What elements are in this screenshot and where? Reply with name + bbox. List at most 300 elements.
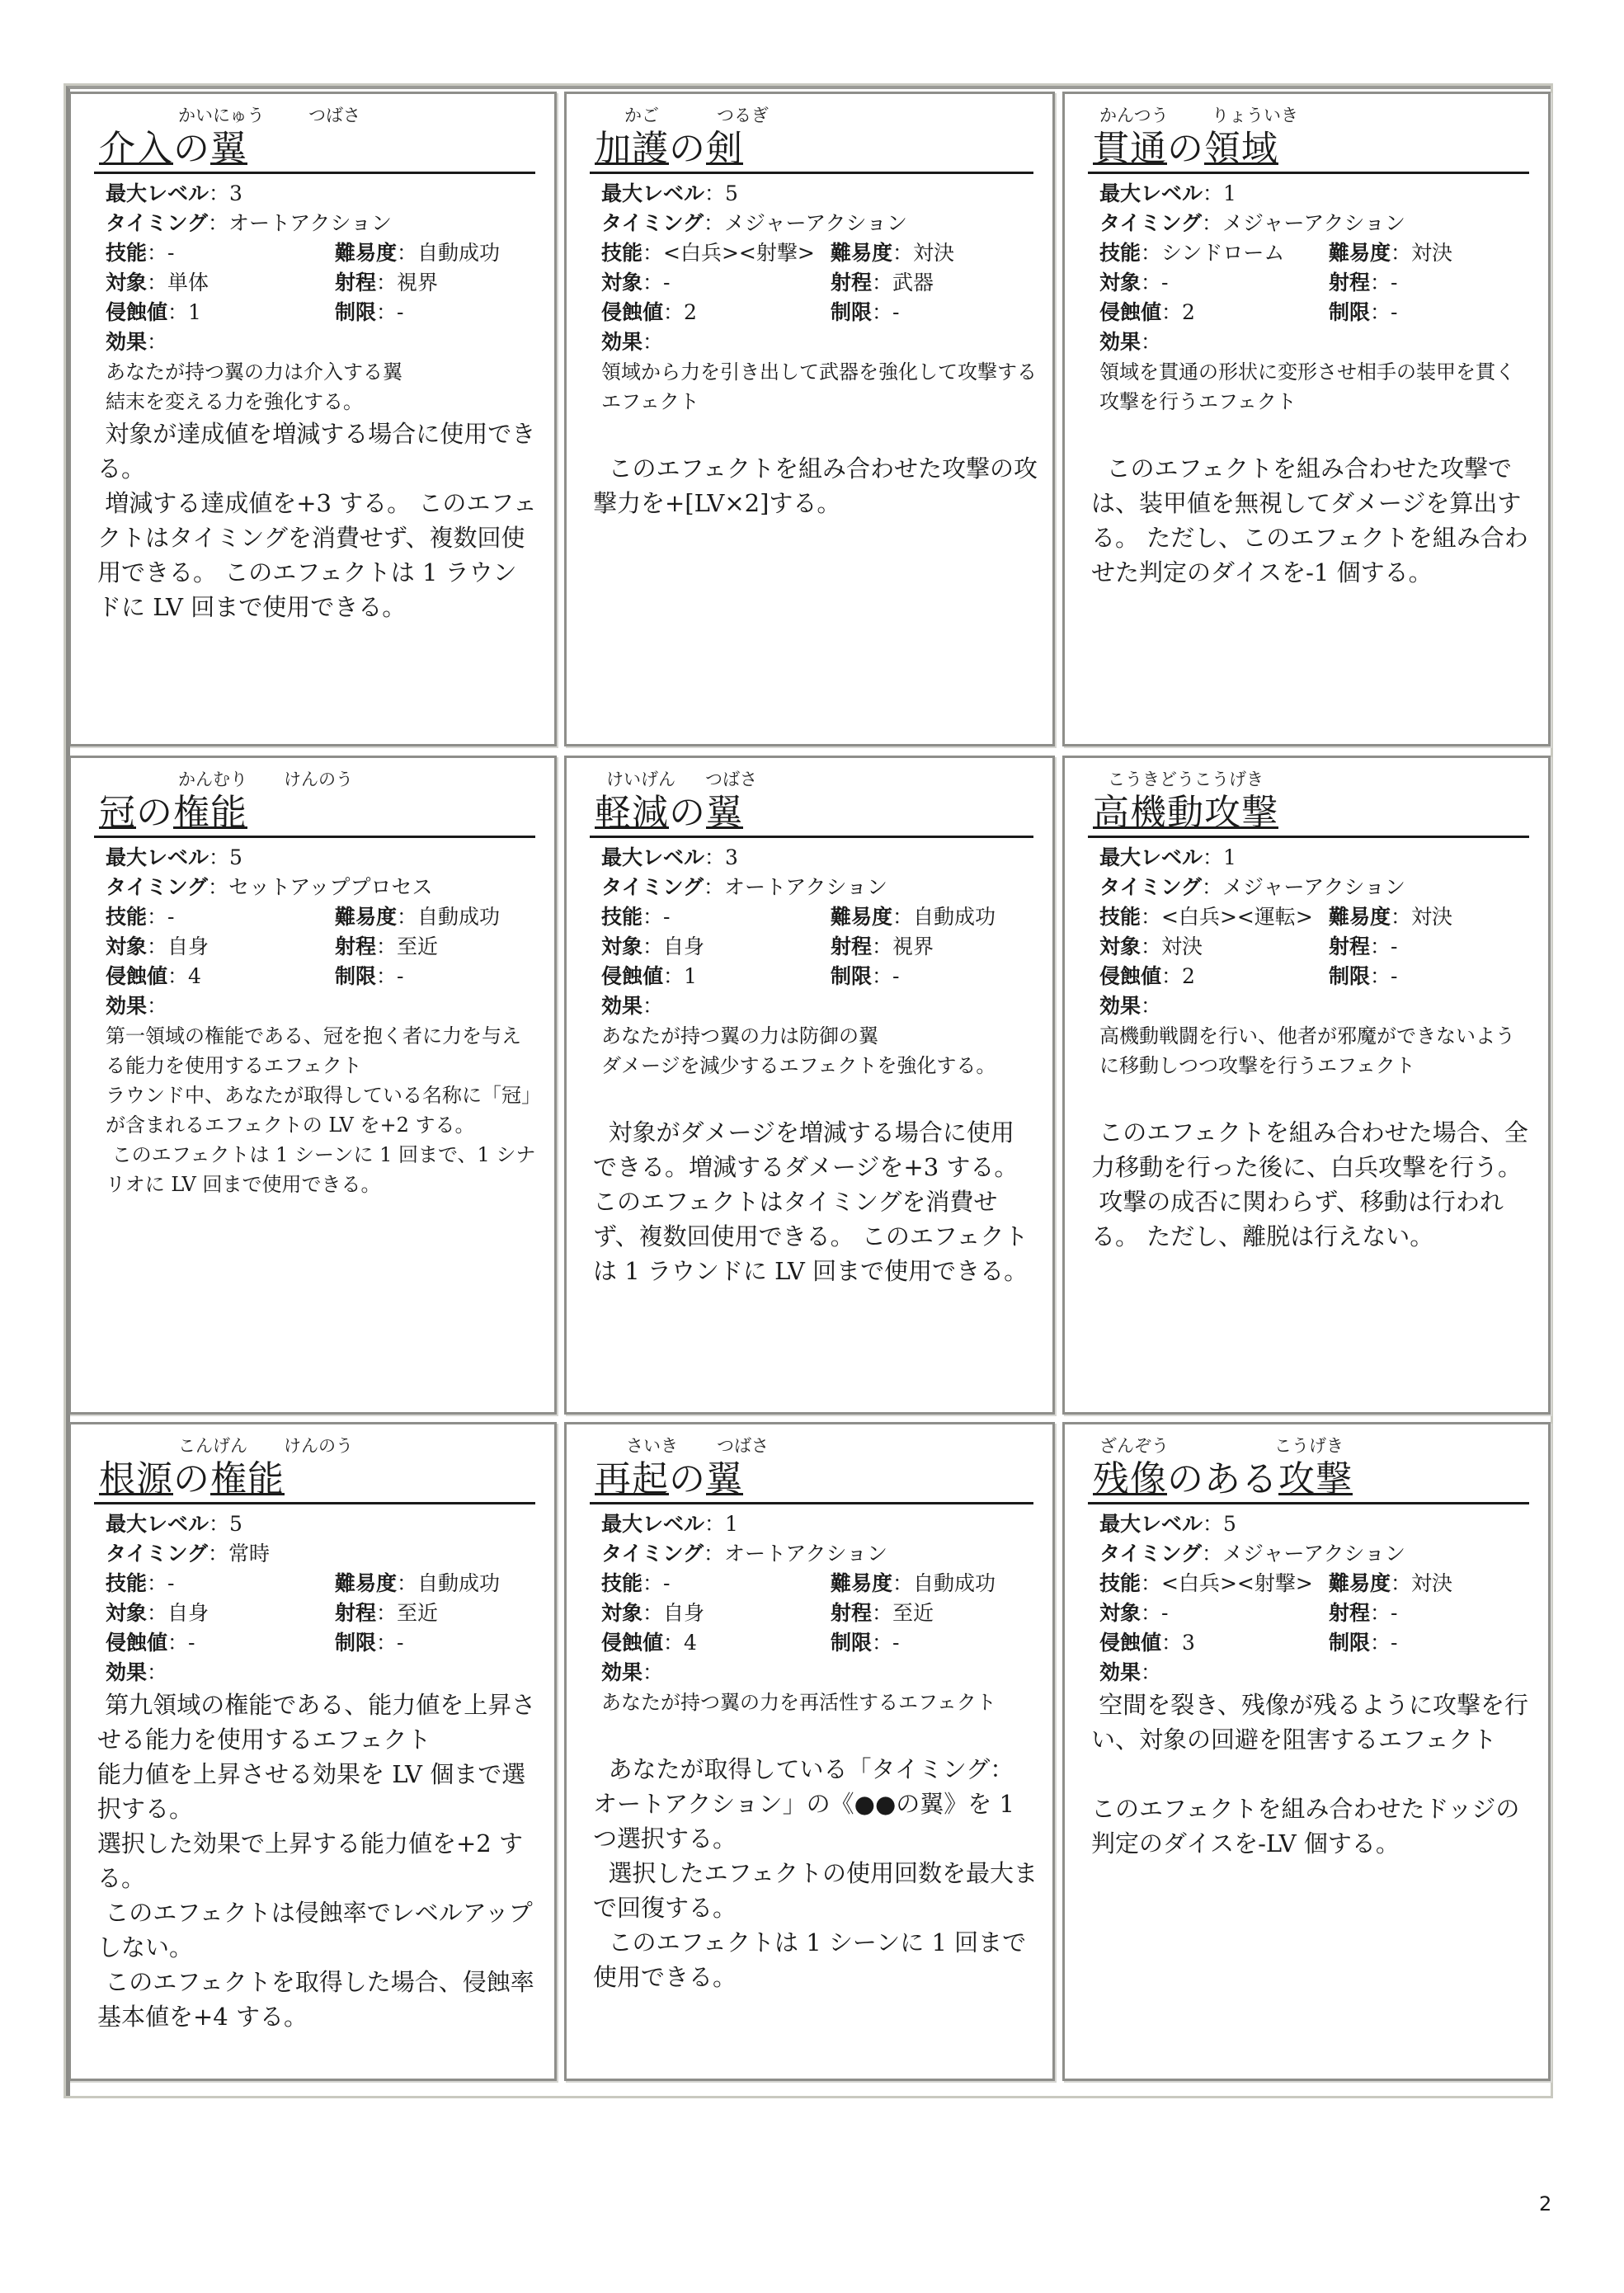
field-label: 技能 <box>1099 1571 1142 1595</box>
field-label: 対象 <box>601 935 643 958</box>
ruby-text: かご <box>624 106 659 125</box>
field-value: ：- <box>1370 300 1398 324</box>
field-value: ：至近 <box>376 935 439 958</box>
max-level-field <box>94 843 539 873</box>
target-range-field-right <box>1329 1599 1397 1628</box>
max-level-field-wrap <box>1099 843 1236 873</box>
title-particle: の <box>173 128 210 170</box>
card-content <box>1088 766 1533 1404</box>
erosion-limit-field-right <box>1329 298 1397 327</box>
effect-card <box>1062 92 1551 746</box>
field-value: ：武器 <box>872 271 934 294</box>
erosion-limit-field-right <box>1329 1628 1397 1658</box>
field-label: 対象 <box>106 271 148 294</box>
field-label: 効果 <box>106 330 148 354</box>
erosion-limit-field-right <box>335 1628 403 1658</box>
timing-field <box>590 1539 1038 1569</box>
effect-rules-text: 対象がダメージを増減する場合に使用できる。増減するダメージを+3 する。このエフェクトはタイミングを消費せず、複数回使用できる。 このエフェクトは 1 ラウンドに LV 回まで使用できる。 <box>593 1118 1029 1285</box>
card-title-row <box>1088 1454 1529 1504</box>
field-label: 技能 <box>601 905 643 929</box>
field-value: ：- <box>1370 964 1398 988</box>
effect-field-wrap <box>1099 1658 1161 1688</box>
effect-rules-text: あなたが取得している「タイミング：オートアクション」の《●●の翼》を 1 つ選択する。 選択したエフェクトの使用回数を最大まで回復する。 このエフェクトは 1 シーンに 1 回まで使用できる。 <box>593 1755 1038 1991</box>
field-value: ：4 <box>663 1631 697 1655</box>
field-label: 難易度 <box>335 905 398 929</box>
timing-field <box>94 209 539 238</box>
target-range-field-left <box>601 932 704 962</box>
field-value: ：<白兵><射撃> <box>643 241 815 265</box>
field-label: 制限 <box>1329 300 1371 324</box>
effect-card <box>564 1422 1055 2081</box>
target-range-field <box>590 268 1038 298</box>
erosion-limit-field <box>1088 1628 1533 1658</box>
field-label: 対象 <box>106 935 148 958</box>
erosion-limit-field-left <box>601 962 697 991</box>
title-word-a: 再起 <box>595 1458 669 1500</box>
field-value: ：メジャーアクション <box>1202 1542 1406 1566</box>
skill-difficulty-field-right <box>1329 1569 1452 1599</box>
target-range-field-left <box>601 1599 704 1628</box>
field-value: ：5 <box>209 845 242 869</box>
field-value: ：- <box>147 905 175 929</box>
erosion-limit-field <box>590 962 1038 991</box>
field-label: 侵蝕値 <box>1099 1631 1162 1655</box>
ruby-text: ざんぞう <box>1099 1436 1169 1456</box>
field-label: 技能 <box>106 1571 148 1595</box>
erosion-limit-field-left <box>106 962 201 991</box>
effect-card <box>68 92 557 746</box>
field-label: 制限 <box>335 964 377 988</box>
max-level-field <box>590 843 1038 873</box>
field-label: 最大レベル <box>1099 1512 1203 1536</box>
title-particle: の <box>1167 128 1204 170</box>
skill-difficulty-field <box>94 1569 539 1599</box>
field-label: 侵蝕値 <box>106 1631 168 1655</box>
target-range-field-left <box>106 1599 209 1628</box>
field-label: 効果 <box>601 994 643 1018</box>
timing-field <box>1088 873 1533 902</box>
card-content <box>590 102 1038 736</box>
field-value: ：3 <box>704 845 738 869</box>
ruby-text: りょういき <box>1212 106 1298 125</box>
field-value: ：単体 <box>147 271 209 294</box>
timing-field-wrap <box>106 209 392 238</box>
ruby-text: こうきどうこうげき <box>1108 770 1264 789</box>
field-value: ：2 <box>1161 300 1195 324</box>
field-label: 侵蝕値 <box>1099 300 1162 324</box>
title-word-b: 領域 <box>1204 128 1278 170</box>
field-label: タイミング <box>106 211 209 235</box>
erosion-limit-field-left <box>601 298 697 327</box>
target-range-field <box>1088 1599 1533 1628</box>
effect-field <box>94 991 539 1021</box>
target-range-field-right <box>335 268 438 298</box>
field-value: ：- <box>1141 271 1169 294</box>
skill-difficulty-field-right <box>335 238 500 268</box>
skill-difficulty-field-left <box>601 902 670 932</box>
effect-field-wrap <box>601 991 663 1021</box>
effect-field <box>590 327 1038 357</box>
effect-card <box>68 1422 557 2081</box>
ruby-text: けんのう <box>284 1436 353 1456</box>
field-label: 難易度 <box>1329 1571 1391 1595</box>
timing-field-wrap <box>106 1539 270 1569</box>
field-value: ：対決 <box>1391 1571 1453 1595</box>
title-word-b: 権能 <box>210 1458 285 1500</box>
target-range-field-left <box>1099 932 1203 962</box>
field-label: 難易度 <box>831 241 893 265</box>
ruby-text: かんつう <box>1099 106 1169 125</box>
effect-rules-text: このエフェクトを組み合わせた攻撃の攻撃力を+[LV×2]する。 <box>593 454 1038 517</box>
target-range-field <box>94 268 539 298</box>
field-value: ：視界 <box>376 271 439 294</box>
timing-field-wrap <box>1099 209 1405 238</box>
effect-card <box>1062 756 1551 1415</box>
field-label: 技能 <box>601 1571 643 1595</box>
card-title-row <box>94 1454 535 1504</box>
card-title <box>595 793 743 834</box>
field-label: 制限 <box>831 1631 873 1655</box>
erosion-limit-field <box>590 298 1038 327</box>
field-label: 技能 <box>1099 241 1142 265</box>
card-title <box>1093 793 1278 834</box>
field-label: 対象 <box>106 1601 148 1625</box>
field-value: ：5 <box>1203 1512 1236 1536</box>
field-value: ：- <box>1370 1631 1398 1655</box>
skill-difficulty-field-right <box>831 238 954 268</box>
effect-field-wrap <box>1099 991 1161 1021</box>
skill-difficulty-field-right <box>1329 902 1452 932</box>
timing-field <box>94 873 539 902</box>
field-label: 対象 <box>1099 935 1142 958</box>
field-label: 技能 <box>601 241 643 265</box>
title-word-b: 翼 <box>210 128 247 170</box>
max-level-field-wrap <box>601 1509 738 1539</box>
target-range-field-left <box>1099 1599 1168 1628</box>
field-label: 難易度 <box>1329 905 1391 929</box>
card-title-row <box>94 124 535 174</box>
skill-difficulty-field <box>590 902 1038 932</box>
erosion-limit-field-right <box>831 962 899 991</box>
effect-rules-text: 空間を裂き、残像が残るように攻撃を行い、対象の回避を阻害するエフェクト このエフェクトを組み合わせたドッジの判定のダイスを-LV 個する。 <box>1091 1691 1529 1857</box>
field-value: ：- <box>1370 271 1398 294</box>
skill-difficulty-field-left <box>1099 1569 1313 1599</box>
field-value: ：セットアッププロセス <box>208 875 433 899</box>
field-value: ： <box>147 994 168 1018</box>
field-value: ：- <box>1141 1601 1169 1625</box>
skill-difficulty-field-left <box>106 238 174 268</box>
ruby-text: こうげき <box>1274 1436 1344 1456</box>
max-level-field-wrap <box>601 179 738 209</box>
max-level-field <box>590 1509 1038 1539</box>
field-label: 射程 <box>831 935 873 958</box>
field-value: ：自動成功 <box>892 905 996 929</box>
field-label: 難易度 <box>831 1571 893 1595</box>
field-value: ：- <box>147 1571 175 1595</box>
field-value: ：- <box>376 964 404 988</box>
card-title <box>595 1459 743 1500</box>
skill-difficulty-field-right <box>831 902 996 932</box>
field-value: ： <box>1141 330 1162 354</box>
erosion-limit-field-left <box>106 298 201 327</box>
field-value: ：オートアクション <box>208 211 393 235</box>
title-word-b: 攻撃 <box>1278 1458 1353 1500</box>
field-value: ：1 <box>704 1512 738 1536</box>
target-range-field-right <box>831 1599 934 1628</box>
timing-field-wrap <box>106 873 433 902</box>
timing-field <box>590 209 1038 238</box>
field-label: 最大レベル <box>601 181 705 205</box>
field-value: ：- <box>376 1631 404 1655</box>
skill-difficulty-field-left <box>106 902 174 932</box>
field-value: ：2 <box>1161 964 1195 988</box>
card-content <box>590 766 1038 1404</box>
field-label: 射程 <box>831 1601 873 1625</box>
skill-difficulty-field-left <box>106 1569 174 1599</box>
field-label: 射程 <box>831 271 873 294</box>
field-value: ：4 <box>167 964 201 988</box>
skill-difficulty-field-right <box>335 1569 500 1599</box>
ruby-text: けいげん <box>606 770 675 789</box>
field-label: 射程 <box>335 1601 377 1625</box>
erosion-limit-field <box>94 962 539 991</box>
field-label: 効果 <box>1099 1660 1142 1684</box>
field-label: 射程 <box>1329 935 1371 958</box>
title-particle: の <box>173 1458 210 1500</box>
field-label: タイミング <box>1099 1542 1203 1566</box>
field-label: 侵蝕値 <box>106 964 168 988</box>
title-particle: の <box>669 128 706 170</box>
skill-difficulty-field <box>1088 238 1533 268</box>
erosion-limit-field-left <box>601 1628 697 1658</box>
target-range-field-left <box>106 932 209 962</box>
max-level-field-wrap <box>601 843 738 873</box>
field-label: 侵蝕値 <box>601 300 664 324</box>
effect-flavor-text: 第一領域の権能である、冠を抱く者に力を与える能力を使用するエフェクト ラウンド中、あなたが取得している名称に「冠」が含まれるエフェクトの LV を+2 する。 このエフェクトは 1 シーンに 1 回まで、1 シナリオに LV 回まで使用できる。 <box>106 1024 536 1196</box>
title-word-b: 剣 <box>706 128 743 170</box>
max-level-field <box>1088 1509 1533 1539</box>
ruby-text: こんげん <box>178 1436 247 1456</box>
effect-field-wrap <box>106 991 167 1021</box>
field-label: タイミング <box>601 875 704 899</box>
timing-field <box>1088 1539 1533 1569</box>
timing-field-wrap <box>1099 1539 1405 1569</box>
field-label: 難易度 <box>1329 241 1391 265</box>
field-value: ：- <box>872 964 900 988</box>
effect-rules-text: このエフェクトを組み合わせた攻撃では、装甲値を無視してダメージを算出する。 ただし、このエフェクトを組み合わせた判定のダイスを-1 個する。 <box>1091 454 1528 586</box>
field-value: ：自身 <box>147 1601 209 1625</box>
card-title-row <box>94 788 535 838</box>
field-value: ：対決 <box>1391 241 1453 265</box>
ruby-text: つばさ <box>308 106 360 125</box>
effect-field <box>1088 991 1533 1021</box>
field-value: ：自身 <box>147 935 209 958</box>
effect-flavor-text: あなたが持つ翼の力を再活性するエフェクト <box>601 1691 996 1714</box>
field-value: ： <box>147 1660 168 1684</box>
effect-rules-text: 対象が達成値を増減する場合に使用できる。 増減する達成値を+3 する。 このエフェクトはタイミングを消費せず、複数回使用できる。 このエフェクトは 1 ラウンドに LV 回まで使用できる。 <box>97 420 537 621</box>
page-number: 2 <box>1539 2192 1552 2215</box>
target-range-field-right <box>831 932 934 962</box>
skill-difficulty-field-left <box>1099 902 1313 932</box>
max-level-field <box>94 179 539 209</box>
title-word-b: 翼 <box>706 792 743 834</box>
erosion-limit-field <box>1088 298 1533 327</box>
field-label: 効果 <box>106 994 148 1018</box>
field-label: 射程 <box>1329 271 1371 294</box>
field-value: ：5 <box>209 1512 242 1536</box>
skill-difficulty-field <box>590 238 1038 268</box>
field-value: ：至近 <box>872 1601 934 1625</box>
target-range-field <box>590 1599 1038 1628</box>
field-label: タイミング <box>1099 211 1203 235</box>
title-particle: の <box>136 792 173 834</box>
effect-field-wrap <box>1099 327 1161 357</box>
card-content <box>590 1433 1038 2070</box>
max-level-field <box>590 179 1038 209</box>
target-range-field <box>1088 268 1533 298</box>
target-range-field-left <box>106 268 209 298</box>
field-value: ：- <box>147 241 175 265</box>
target-range-field-right <box>1329 268 1397 298</box>
field-label: 射程 <box>1329 1601 1371 1625</box>
target-range-field-right <box>335 932 438 962</box>
effect-flavor-text: あなたが持つ翼の力は防御の翼 ダメージを減少するエフェクトを強化する。 <box>601 1024 996 1077</box>
target-range-field <box>590 932 1038 962</box>
field-value: ：1 <box>1203 845 1236 869</box>
timing-field <box>94 1539 539 1569</box>
field-value: ： <box>643 994 664 1018</box>
erosion-limit-field-left <box>1099 298 1195 327</box>
effect-flavor-text: 領域を貫通の形状に変形させ相手の装甲を貫く攻撃を行うエフェクト <box>1099 360 1515 413</box>
field-label: 最大レベル <box>1099 181 1203 205</box>
field-label: 最大レベル <box>1099 845 1203 869</box>
field-value: ：自身 <box>643 1601 705 1625</box>
field-value: ：- <box>643 271 671 294</box>
card-content <box>1088 102 1533 736</box>
effect-field-wrap <box>106 1658 167 1688</box>
field-value: ：- <box>872 1631 900 1655</box>
title-word-a: 介入 <box>99 128 173 170</box>
skill-difficulty-field <box>1088 1569 1533 1599</box>
effect-flavor-text: 高機動戦闘を行い、他者が邪魔ができないように移動しつつ攻撃を行うエフェクト <box>1099 1024 1515 1077</box>
field-label: 最大レベル <box>601 1512 705 1536</box>
field-value: ：対決 <box>892 241 955 265</box>
skill-difficulty-field <box>590 1569 1038 1599</box>
field-label: 最大レベル <box>601 845 705 869</box>
timing-field-wrap <box>1099 873 1405 902</box>
ruby-text: かんむり <box>178 770 247 789</box>
field-value: ：視界 <box>872 935 934 958</box>
field-label: 対象 <box>601 271 643 294</box>
target-range-field-right <box>335 1599 438 1628</box>
card-title <box>1093 129 1278 170</box>
field-label: 技能 <box>106 241 148 265</box>
skill-difficulty-field-left <box>601 1569 670 1599</box>
target-range-field-left <box>601 268 670 298</box>
ruby-text: かいにゅう <box>178 106 265 125</box>
field-value: ：オートアクション <box>704 875 888 899</box>
field-label: 効果 <box>601 1660 643 1684</box>
erosion-limit-field-right <box>335 962 403 991</box>
field-value: ：- <box>643 1571 671 1595</box>
ruby-row <box>1088 102 1533 124</box>
field-value: ：3 <box>1161 1631 1195 1655</box>
field-label: 制限 <box>1329 964 1371 988</box>
field-value: ：自動成功 <box>397 905 501 929</box>
card-title <box>99 793 247 834</box>
title-particle: のある <box>1167 1458 1278 1500</box>
field-value: ：至近 <box>376 1601 439 1625</box>
field-label: タイミング <box>601 1542 704 1566</box>
field-label: タイミング <box>1099 875 1203 899</box>
field-value: ：2 <box>663 300 697 324</box>
title-word-b: 翼 <box>706 1458 743 1500</box>
field-value: ： <box>643 1660 664 1684</box>
erosion-limit-field-left <box>106 1628 195 1658</box>
field-value: ：- <box>167 1631 195 1655</box>
field-label: 最大レベル <box>106 1512 209 1536</box>
field-label: 難易度 <box>335 1571 398 1595</box>
erosion-limit-field-right <box>1329 962 1397 991</box>
effect-field-wrap <box>106 327 167 357</box>
ruby-row <box>94 1433 539 1454</box>
card-title-row <box>1088 124 1529 174</box>
effect-field <box>94 327 539 357</box>
title-word-a: 根源 <box>99 1458 173 1500</box>
card-content <box>1088 1433 1533 2070</box>
ruby-row <box>590 1433 1038 1454</box>
effect-card <box>68 756 557 1415</box>
max-level-field-wrap <box>106 1509 242 1539</box>
effect-flavor-text: あなたが持つ翼の力は介入する翼 結末を変える力を強化する。 <box>106 360 402 413</box>
field-label: 対象 <box>1099 1601 1142 1625</box>
title-particle: の <box>669 792 706 834</box>
ruby-row <box>94 102 539 124</box>
timing-field-wrap <box>601 209 907 238</box>
erosion-limit-field-left <box>1099 1628 1195 1658</box>
target-range-field-right <box>831 268 934 298</box>
card-title-row <box>590 788 1033 838</box>
card-content <box>94 102 539 736</box>
max-level-field-wrap <box>1099 1509 1236 1539</box>
field-label: 効果 <box>106 1660 148 1684</box>
card-content <box>94 766 539 1404</box>
effect-field <box>94 1658 539 1688</box>
timing-field-wrap <box>601 873 887 902</box>
card-content <box>94 1433 539 2070</box>
target-range-field <box>94 1599 539 1628</box>
effect-field-wrap <box>601 327 663 357</box>
ruby-text: けんのう <box>284 770 353 789</box>
field-value: ：メジャーアクション <box>1202 875 1406 899</box>
effect-card <box>564 756 1055 1415</box>
ruby-text: つるぎ <box>717 106 769 125</box>
field-label: 侵蝕値 <box>601 1631 664 1655</box>
field-label: 効果 <box>1099 994 1142 1018</box>
ruby-row <box>1088 766 1533 788</box>
field-label: 効果 <box>601 330 643 354</box>
timing-field <box>590 873 1038 902</box>
erosion-limit-field <box>1088 962 1533 991</box>
skill-difficulty-field-right <box>335 902 500 932</box>
card-title-row <box>590 124 1033 174</box>
field-value: ：自動成功 <box>397 241 501 265</box>
card-title <box>1093 1459 1353 1500</box>
title-word-a: 加護 <box>595 128 669 170</box>
card-title <box>99 129 247 170</box>
ruby-text: さいき <box>626 1436 678 1456</box>
field-value: ：1 <box>1203 181 1236 205</box>
